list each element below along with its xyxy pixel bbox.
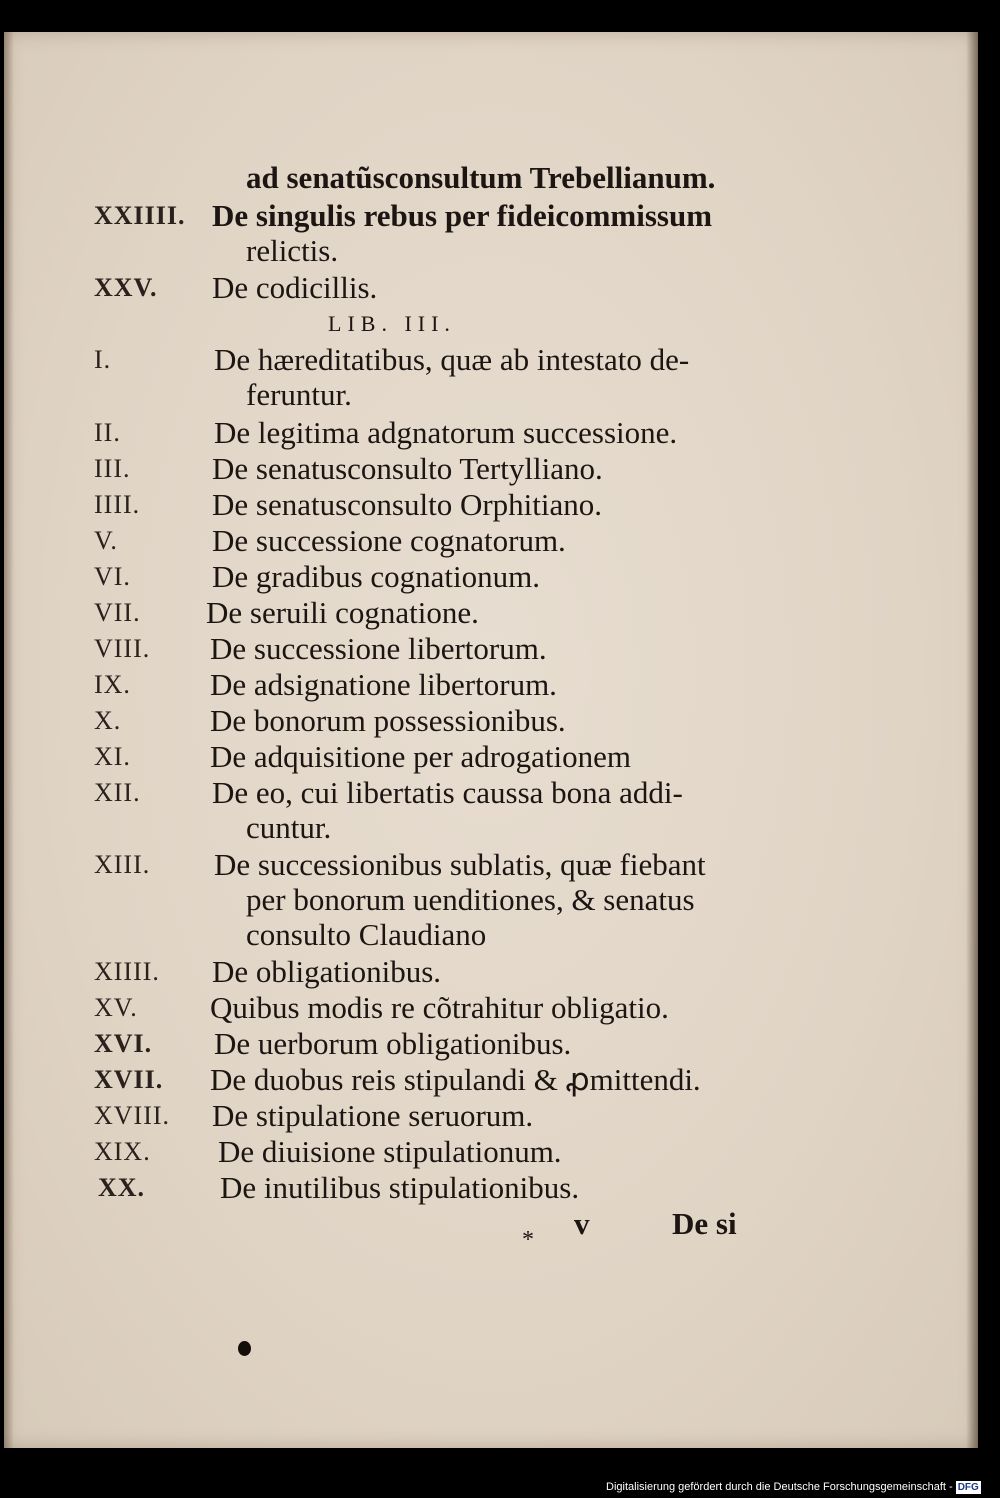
entry-title: De duobus reis stipulandi & ꝓmittendi.: [210, 1062, 701, 1097]
entry-number: XXIIII.: [94, 201, 186, 230]
entry-number: IIII.: [94, 490, 141, 519]
signature-mark: v: [574, 1206, 590, 1241]
entry-title: De stipulatione seruorum.: [212, 1098, 534, 1133]
entry-title: De adquisitione per adrogationem: [210, 739, 631, 774]
entry-number: IX.: [94, 670, 131, 699]
entry-title: De inutilibus stipulationibus.: [220, 1170, 580, 1205]
entry-number: VII.: [94, 598, 141, 627]
entry-title: Quibus modis re cõtrahitur obligatio.: [210, 990, 669, 1025]
entry-title: De singulis rebus per fideicommissum: [212, 198, 713, 233]
digitization-credit: [606, 1478, 981, 1496]
entry-number: XXV.: [94, 273, 158, 302]
entry-title: De senatusconsulto Tertylliano.: [212, 451, 603, 486]
entry-title: De gradibus cognationum.: [212, 559, 541, 594]
entry-number: XV.: [94, 993, 138, 1022]
entry-number: XI.: [94, 742, 131, 771]
entry-number: XVII.: [94, 1065, 164, 1094]
entry-title: De legitima adgnatorum successione.: [214, 415, 678, 450]
entry-number: XIX.: [94, 1137, 151, 1166]
entry-title: De hæreditatibus, quæ ab intestato de-: [214, 342, 690, 377]
entry-number: X.: [94, 706, 122, 735]
entry-title: De obligationibus.: [212, 954, 442, 989]
entry-title: De successione cognatorum.: [212, 523, 566, 558]
entry-title: De bonorum possessionibus.: [210, 703, 566, 738]
entry-title: De senatusconsulto Orphitiano.: [212, 487, 603, 522]
entry-number: XII.: [94, 778, 141, 807]
entry-title: De successionibus sublatis, quæ fiebant: [214, 847, 706, 882]
entry-title: De successione libertorum.: [210, 631, 547, 666]
catchword: De si: [672, 1206, 737, 1241]
entry-number: VI.: [94, 562, 131, 591]
entry-title-continuation: consulto Claudiano: [246, 917, 487, 952]
entry-title: De diuisione stipulationum.: [218, 1134, 562, 1169]
entry-number: V.: [94, 526, 118, 555]
entry-number: XVIII.: [94, 1101, 171, 1130]
entry-title-continuation: per bonorum uenditiones, & senatus: [246, 882, 695, 917]
entry-number: VIII.: [94, 634, 151, 663]
entry-title-continuation: relictis.: [246, 233, 339, 268]
entry-number: III.: [94, 454, 131, 483]
page-left-edge-shadow: [4, 32, 14, 1448]
entry-title: De uerborum obligationibus.: [214, 1026, 572, 1061]
entry-number: XIII.: [94, 850, 151, 879]
entry-number: I.: [94, 345, 112, 374]
entry-title-continuation: cuntur.: [246, 810, 332, 845]
entry-title: De eo, cui libertatis caussa bona addi-: [212, 775, 683, 810]
entry-title: De adsignatione libertorum.: [210, 667, 557, 702]
book-heading: LIB. III.: [328, 311, 456, 336]
entry-title: De seruili cognatione.: [206, 595, 479, 630]
entry-title: De codicillis.: [212, 270, 378, 305]
signature-star: *: [522, 1227, 534, 1253]
continuation-line: ad senatũsconsultum Trebellianum.: [246, 160, 716, 195]
entry-title-continuation: feruntur.: [246, 377, 352, 412]
ink-spot: [238, 1341, 251, 1356]
page-right-edge-shadow: [966, 32, 978, 1448]
entry-number: II.: [94, 418, 121, 447]
entry-number: XIIII.: [94, 957, 160, 986]
entry-number: XVI.: [94, 1029, 153, 1058]
entry-number: XX.: [98, 1173, 146, 1202]
digitization-credit-text: Digitalisierung gefördert durch die Deutsche Forschungsgemeinschaft -: [606, 1481, 953, 1493]
dfg-logo: DFG: [957, 1481, 979, 1493]
